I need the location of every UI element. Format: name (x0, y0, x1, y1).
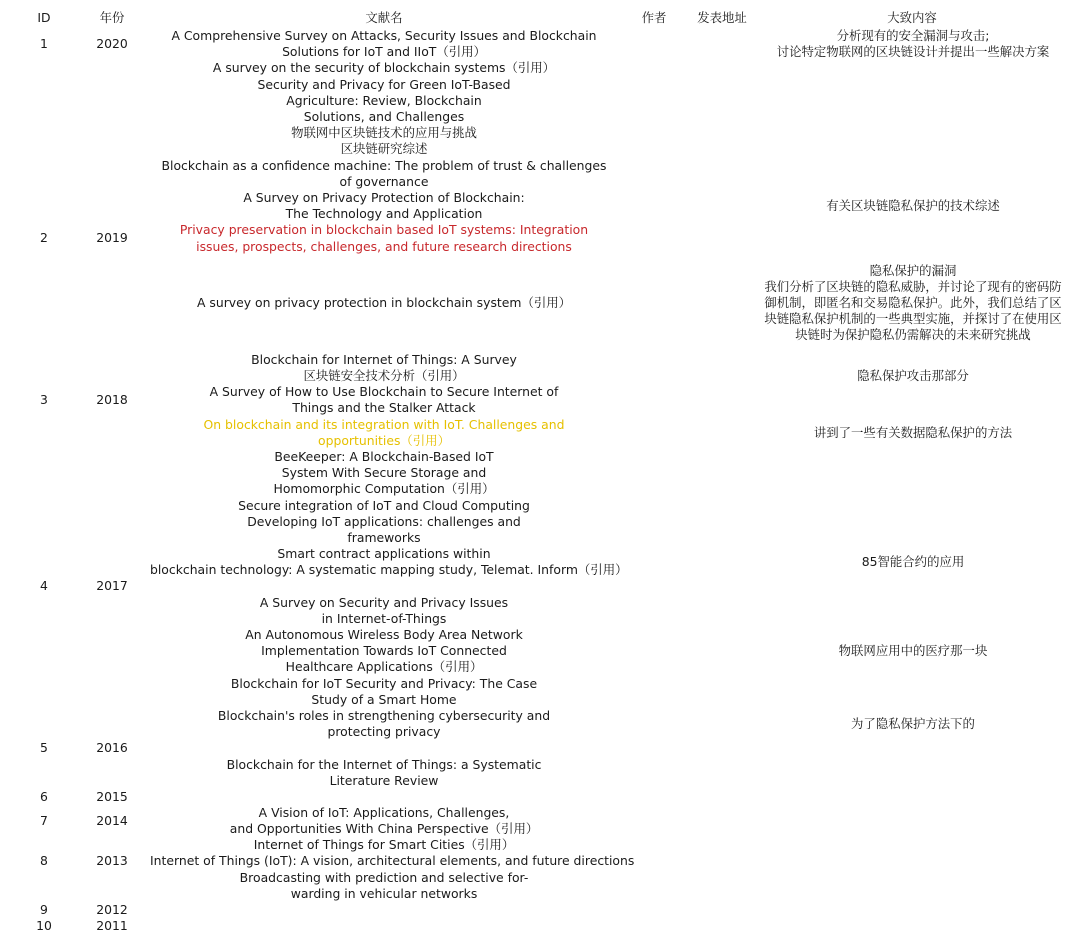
paper-title-line: Security and Privacy for Green IoT-Based (257, 77, 511, 92)
paper-title-line: Things and the Stalker Attack (292, 400, 476, 415)
header-summary: 大致内容 (887, 10, 937, 25)
paper-title-line: warding in vehicular networks (290, 886, 478, 901)
row-year: 2020 (96, 36, 128, 51)
paper-title-line-highlighted-red: Privacy preservation in blockchain based IoT systems: Integration (179, 222, 589, 237)
paper-title-line: and Opportunities With China Perspective（引用） (229, 821, 539, 836)
header-author: 作者 (641, 10, 667, 25)
row-id: 8 (40, 853, 48, 868)
paper-title-line: 物联网中区块链技术的应用与挑战 (291, 125, 477, 140)
paper-title-line: A Survey on Security and Privacy Issues (259, 595, 509, 610)
summary-line: 隐私保护攻击那部分 (857, 368, 969, 383)
paper-title-line: System With Secure Storage and (281, 465, 487, 480)
paper-title-line: frameworks (347, 530, 421, 545)
paper-title-line: Smart contract applications within (277, 546, 491, 561)
paper-title-line: The Technology and Application (285, 206, 483, 221)
paper-title-line: of governance (339, 174, 429, 189)
paper-title-line: Internet of Things for Smart Cities（引用） (253, 837, 515, 852)
row-year: 2011 (96, 918, 128, 933)
row-id: 5 (40, 740, 48, 755)
paper-title-line: A Vision of IoT: Applications, Challenges, (258, 805, 510, 820)
header-venue: 发表地址 (697, 10, 747, 25)
summary-line: 块链隐私保护机制的一些典型实施，并探讨了在使用区 (764, 311, 1062, 326)
summary-line: 物联网应用中的医疗那一块 (838, 643, 988, 658)
paper-title-line: A Survey of How to Use Blockchain to Secure Internet of (209, 384, 559, 399)
paper-title-line-highlighted-yellow: opportunities（引用） (318, 433, 450, 448)
row-id: 7 (40, 813, 48, 828)
row-id: 6 (40, 789, 48, 804)
paper-title-line: Implementation Towards IoT Connected (261, 643, 507, 658)
row-year: 2016 (96, 740, 128, 755)
summary-line: 讨论特定物联网的区块链设计并提出一些解决方案 (776, 44, 1050, 59)
paper-title-line: blockchain technology: A systematic mapping study, Telemat. Inform（引用） (150, 562, 628, 577)
row-year: 2018 (96, 392, 128, 407)
row-year: 2014 (96, 813, 128, 828)
summary-line: 御机制，即匿名和交易隐私保护。此外，我们总结了区 (764, 295, 1062, 310)
row-id: 10 (36, 918, 52, 933)
paper-title-line: Agriculture: Review, Blockchain (286, 93, 482, 108)
paper-title-line: Blockchain as a confidence machine: The problem of trust & challenges (161, 158, 607, 173)
summary-line: 85智能合约的应用 (861, 554, 965, 569)
header-id: ID (37, 10, 51, 25)
summary-line: 分析现有的安全漏洞与攻击; (836, 28, 990, 43)
row-year: 2017 (96, 578, 128, 593)
paper-title-line: Literature Review (329, 773, 439, 788)
row-year: 2012 (96, 902, 128, 917)
paper-title-line: A Survey on Privacy Protection of Blockchain: (243, 190, 525, 205)
paper-title-line: Study of a Smart Home (311, 692, 457, 707)
paper-title-line: Solutions, and Challenges (303, 109, 465, 124)
row-id: 3 (40, 392, 48, 407)
paper-title-line: Internet of Things (IoT): A vision, architectural elements, and future directions (150, 853, 635, 868)
summary-line: 有关区块链隐私保护的技术综述 (826, 198, 1000, 213)
paper-title-line: Blockchain for Internet of Things: A Survey (251, 352, 517, 367)
row-id: 9 (40, 902, 48, 917)
row-year: 2015 (96, 789, 128, 804)
summary-line: 隐私保护的漏洞 (869, 263, 957, 278)
summary-line: 为了隐私保护方法下的 (851, 716, 975, 731)
paper-title-line: BeeKeeper: A Blockchain-Based IoT (274, 449, 494, 464)
paper-title-line: Broadcasting with prediction and selective for- (239, 870, 529, 885)
row-id: 2 (40, 230, 48, 245)
row-id: 4 (40, 578, 48, 593)
paper-title-line: Blockchain for the Internet of Things: a Systematic (226, 757, 542, 772)
summary-line: 块链时为保护隐私仍需解决的未来研究挑战 (795, 327, 1031, 342)
row-year: 2019 (96, 230, 128, 245)
summary-line: 我们分析了区块链的隐私威胁，并讨论了现有的密码防 (764, 279, 1062, 294)
paper-title-line: Solutions for IoT and IIoT（引用） (282, 44, 486, 59)
row-id: 1 (40, 36, 48, 51)
paper-title-line: Blockchain's roles in strengthening cybersecurity and (217, 708, 551, 723)
paper-title-line: Blockchain for IoT Security and Privacy: The Case (230, 676, 538, 691)
paper-title-line: protecting privacy (327, 724, 441, 739)
paper-title-line: Healthcare Applications（引用） (285, 659, 483, 674)
paper-title-line: Developing IoT applications: challenges and (247, 514, 521, 529)
paper-title-line: A Comprehensive Survey on Attacks, Security Issues and Blockchain (171, 28, 597, 43)
paper-title-line: An Autonomous Wireless Body Area Network (245, 627, 523, 642)
header-title: 文献名 (365, 10, 403, 25)
paper-title-line: 区块链安全技术分析（引用） (303, 368, 465, 383)
paper-title-line: A survey on the security of blockchain systems（引用） (212, 60, 556, 75)
paper-title-line: Homomorphic Computation（引用） (273, 481, 495, 496)
paper-title-line: 区块链研究综述 (340, 141, 428, 156)
paper-title-line: A survey on privacy protection in blockchain system（引用） (196, 295, 572, 310)
summary-line: 讲到了一些有关数据隐私保护的方法 (813, 425, 1013, 440)
paper-title-line: in Internet-of-Things (321, 611, 447, 626)
paper-title-line: Secure integration of IoT and Cloud Computing (238, 498, 530, 513)
header-year: 年份 (99, 10, 125, 25)
row-year: 2013 (96, 853, 128, 868)
paper-title-line-highlighted-yellow: On blockchain and its integration with IoT. Challenges and (203, 417, 565, 432)
paper-title-line-highlighted-red: issues, prospects, challenges, and future research directions (196, 239, 572, 254)
